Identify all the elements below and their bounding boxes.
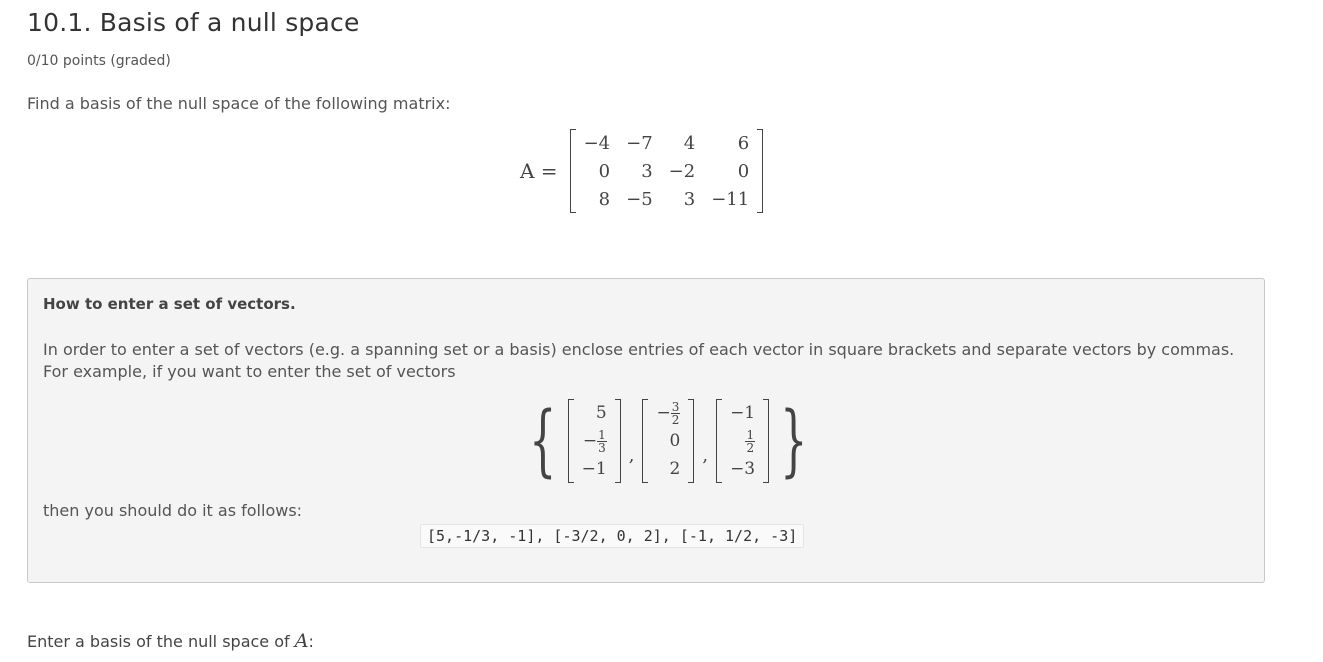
matrix-equation xyxy=(520,130,763,212)
matrix-cell: 8 xyxy=(598,188,611,210)
example-vector-set xyxy=(518,397,819,485)
answer-prompt-text: Enter a basis of the null space of xyxy=(27,632,290,651)
fraction: $\frac{1}{2}$ xyxy=(746,427,755,455)
matrix-cell: −5 xyxy=(626,188,653,210)
comma: , xyxy=(628,444,635,466)
matrix-cell: 0 xyxy=(598,160,611,182)
matrix-cell: 0 xyxy=(737,160,750,182)
help-box xyxy=(27,278,1265,583)
answer-prompt-suffix: : xyxy=(308,632,314,651)
code-example: [5,-1/3, -1], [-3/2, 0, 2], [-1, 1/2, -3] xyxy=(420,524,804,548)
vector-entry: − $\frac{3}{2}$ xyxy=(656,399,680,427)
vector-entry: −1 xyxy=(581,459,607,479)
left-brace: { xyxy=(529,396,557,486)
matrix-a xyxy=(570,129,764,213)
answer-variable: A xyxy=(294,630,309,652)
right-brace: } xyxy=(780,396,808,486)
example-vector xyxy=(568,399,621,483)
matrix-cell: 3 xyxy=(641,160,653,182)
vector-entry: 0 xyxy=(669,431,681,451)
vector-entry: − $\frac{1}{3}$ xyxy=(582,427,606,455)
answer-prompt xyxy=(27,630,314,652)
matrix-label: A = xyxy=(520,159,558,183)
help-heading: How to enter a set of vectors. xyxy=(43,295,296,313)
matrix-cell: 6 xyxy=(737,132,750,154)
matrix-cell: −7 xyxy=(626,132,653,154)
vector-entry: 5 xyxy=(595,403,607,423)
comma: , xyxy=(702,444,709,466)
vector-entry: −3 xyxy=(730,459,756,479)
points-status: 0/10 points (graded) xyxy=(27,53,171,69)
problem-prompt: Find a basis of the null space of the following matrix: xyxy=(27,94,451,113)
matrix-cell: 3 xyxy=(683,188,696,210)
matrix-cell: −11 xyxy=(711,188,750,210)
vector-entry: 2 xyxy=(669,459,681,479)
fraction: $\frac{3}{2}$ xyxy=(671,399,680,427)
matrix-cell: −4 xyxy=(583,132,611,154)
example-vector xyxy=(716,399,769,483)
vector-entry xyxy=(722,427,763,455)
vector-entry: −1 xyxy=(730,403,756,423)
page-title: 10.1. Basis of a null space xyxy=(27,8,360,37)
matrix-cell: −2 xyxy=(668,160,696,182)
matrix-cell: 4 xyxy=(683,132,696,154)
example-vector xyxy=(642,399,694,483)
then-text: then you should do it as follows: xyxy=(43,501,303,520)
help-paragraph: In order to enter a set of vectors (e.g. a spanning set or a basis) enclose entries of each vector in square brackets and separate vectors by commas. For example, if you want to enter the set of vectors xyxy=(43,340,1235,381)
fraction: $\frac{1}{3}$ xyxy=(598,427,606,455)
